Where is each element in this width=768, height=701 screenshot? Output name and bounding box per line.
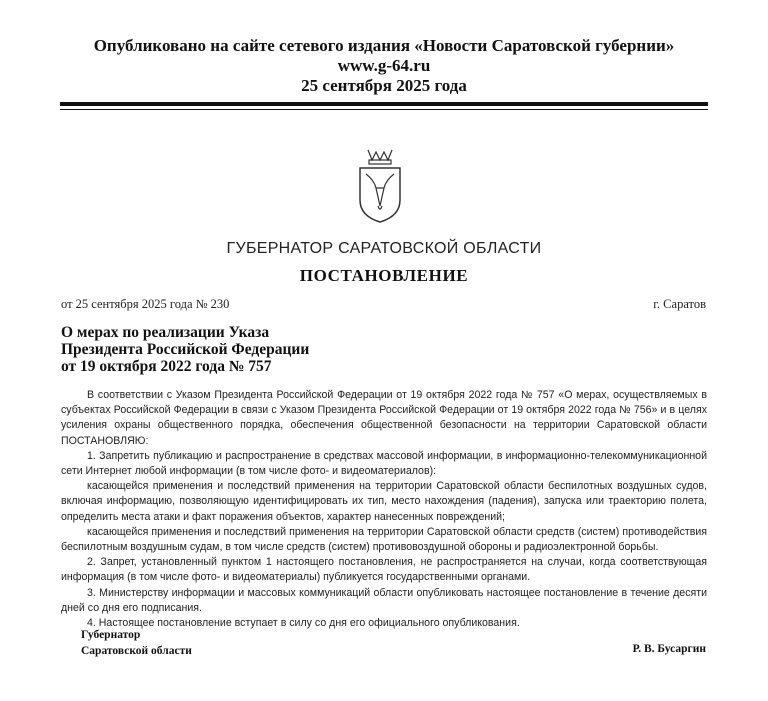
document-type: ПОСТАНОВЛЕНИЕ bbox=[299, 266, 469, 285]
signatory-position-line: Саратовской области bbox=[81, 645, 192, 657]
publication-date: 25 сентября 2025 года bbox=[301, 76, 467, 95]
header-divider-thick bbox=[60, 102, 708, 106]
document-place: г. Саратов bbox=[653, 297, 706, 311]
preamble-paragraph: В соответствии с Указом Президента Российской Федерации от 19 октября 2022 года № 757 «О мерах, осуществляемых в субъектах Российской Федерации в связи с Указом Президента Российской Федерации от 19 октября 2022 года № 756» и в целях усиления охраны общественного порядка, обеспечения общественной безопасности на территории Саратовской области ПОСТАНОВЛЯЮ: bbox=[61, 389, 707, 447]
clause-2-paragraph: 2. Запрет, установленный пунктом 1 настоящего постановления, не распространяется на случаи, когда соответствующая информация (в том числе фото- и видеоматериалы) публикуется государственными органами. bbox=[61, 556, 707, 584]
signatory-position-line: Губернатор bbox=[81, 629, 141, 641]
title-line: от 19 октября 2022 года № 757 bbox=[61, 358, 272, 375]
clause-1-item-countermeasures: касающейся применения и последствий применения на территории Саратовской области средств (систем) противодействия беспилотным воздушным судам, в том числе средств (систем) противовоздушной обороны и радиоэлектронной борьбы. bbox=[61, 525, 707, 554]
publication-notice: Опубликовано на сайте сетевого издания «Новости Саратовской губернии» bbox=[93, 36, 675, 55]
clause-4-paragraph: 4. Настоящее постановление вступает в силу со дня его официального опубликования. bbox=[87, 617, 520, 630]
clause-1-item-drones: касающейся применения и последствий применения на территории Саратовской области беспилотных воздушных судов, включая информацию, позволяющую идентифицировать их тип, место нахождения (падения), запуска или траекторию полета, определить места атаки и факт поражения объектов, характер нанесенных повреждений; bbox=[61, 480, 707, 523]
signatory-position bbox=[81, 627, 192, 659]
saratov-coat-of-arms-icon bbox=[352, 146, 408, 226]
site-url: www.g-64.ru bbox=[337, 56, 431, 75]
title-line: О мерах по реализации Указа bbox=[61, 324, 270, 341]
governor-title: ГУБЕРНАТОР САРАТОВСКОЙ ОБЛАСТИ bbox=[226, 240, 542, 257]
clause-1-paragraph: 1. Запретить публикацию и распространение в средствах массовой информации, в информационно-телекоммуникационной сети Интернет любой информации (в том числе фото- и видеоматериалов): bbox=[61, 449, 707, 478]
document-date-number: от 25 сентября 2025 года № 230 bbox=[61, 297, 230, 311]
title-line: Президента Российской Федерации bbox=[61, 341, 310, 358]
document-body bbox=[61, 388, 707, 631]
document-title bbox=[61, 324, 381, 375]
signatory-name: Р. В. Бусаргин bbox=[632, 643, 706, 655]
clause-3-paragraph: 3. Министерству информации и массовых коммуникаций области опубликовать настоящее постановление в течение десяти дней со дня его подписания. bbox=[61, 586, 707, 614]
header-divider-thin bbox=[60, 109, 708, 110]
